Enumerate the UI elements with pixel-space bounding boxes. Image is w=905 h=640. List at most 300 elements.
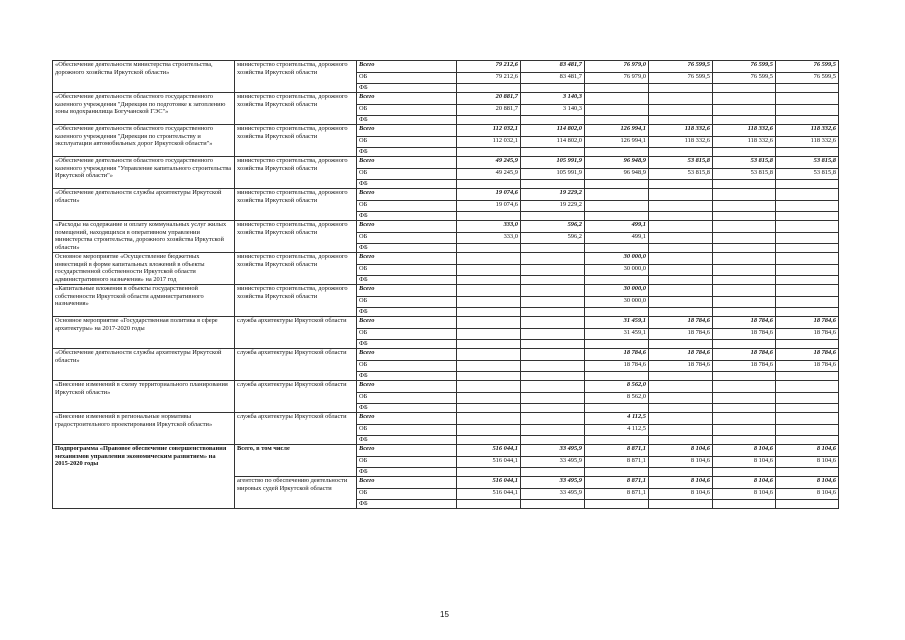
value-cell [713,93,776,105]
value-cell [457,317,521,329]
value-cell: 8 562,0 [585,381,649,393]
activity-name-cell: «Капитальные вложения в объекты государственной собственности Иркутской области административного назначения» [53,285,235,317]
value-cell [585,308,649,317]
value-cell [649,233,713,244]
value-cell [585,148,649,157]
value-cell [713,276,776,285]
value-cell: 8 104,6 [713,489,776,500]
value-cell [713,233,776,244]
source-cell: ФБ [357,84,457,93]
value-cell [776,105,839,116]
value-cell [457,349,521,361]
value-cell: 18 784,6 [776,361,839,372]
value-cell: 33 495,9 [521,489,585,500]
activity-name-cell: «Расходы на содержание и оплату коммунальных услуг жилых помещений, находящихся в оперативном управлении министерства строительства, дорожного хозяйства Иркутской области» [53,221,235,253]
value-cell [585,116,649,125]
value-cell [776,404,839,413]
value-cell [521,413,585,425]
value-cell: 20 881,7 [457,105,521,116]
value-cell [649,84,713,93]
table-row [53,317,839,329]
value-cell [649,105,713,116]
value-cell: 96 948,9 [585,157,649,169]
value-cell: 114 802,0 [521,137,585,148]
value-cell [585,180,649,189]
value-cell [521,340,585,349]
source-cell: ФБ [357,148,457,157]
value-cell [521,381,585,393]
value-cell [457,436,521,445]
source-cell: ОБ [357,393,457,404]
value-cell: 76 599,5 [649,61,713,73]
value-cell: 18 784,6 [713,329,776,340]
value-cell: 53 815,8 [713,157,776,169]
value-cell: 33 495,9 [521,445,585,457]
value-cell: 76 599,5 [649,73,713,84]
value-cell [585,105,649,116]
value-cell: 8 104,6 [776,477,839,489]
value-cell: 3 140,3 [521,105,585,116]
value-cell: 30 000,0 [585,297,649,308]
value-cell: 20 881,7 [457,93,521,105]
value-cell: 18 784,6 [649,349,713,361]
value-cell: 53 815,8 [649,157,713,169]
value-cell: 30 000,0 [585,265,649,276]
value-cell: 18 784,6 [585,349,649,361]
activity-name-cell: «Внесение изменений в схему территориального планирования Иркутской области» [53,381,235,413]
value-cell [649,308,713,317]
source-cell: Всего [357,253,457,265]
value-cell: 118 332,6 [713,125,776,137]
value-cell [521,116,585,125]
source-cell: Всего [357,93,457,105]
value-cell [776,500,839,509]
value-cell: 8 104,6 [649,457,713,468]
value-cell: 83 481,7 [521,73,585,84]
executor-cell: министерство строительства, дорожного хозяйства Иркутской области [235,61,357,93]
subprogram-name-cell: Подпрограмма «Правовое обеспечение совершенствования механизмов управления экономическим развитием» на 2015-2020 годы [53,445,235,509]
source-cell: ОБ [357,169,457,180]
value-cell: 8 104,6 [649,489,713,500]
executor-cell: служба архитектуры Иркутской области [235,317,357,349]
value-cell [649,372,713,381]
table-row [53,93,839,105]
value-cell: 516 044,1 [457,489,521,500]
value-cell: 79 212,6 [457,61,521,73]
table-row [53,381,839,393]
value-cell: 18 784,6 [649,329,713,340]
table-row [53,157,839,169]
value-cell: 3 140,3 [521,93,585,105]
value-cell [713,265,776,276]
source-cell: ФБ [357,276,457,285]
value-cell [457,253,521,265]
activity-name-cell: «Обеспечение деятельности министерства строительства, дорожного хозяйства Иркутской области» [53,61,235,93]
value-cell [457,265,521,276]
value-cell: 76 599,5 [776,73,839,84]
value-cell: 8 104,6 [713,477,776,489]
value-cell [776,413,839,425]
value-cell [585,189,649,201]
activity-name-cell: «Обеспечение деятельности службы архитектуры Иркутской области» [53,349,235,381]
table-row [53,125,839,137]
value-cell [776,425,839,436]
value-cell [713,253,776,265]
value-cell: 30 000,0 [585,285,649,297]
value-cell [457,329,521,340]
value-cell [649,468,713,477]
value-cell: 18 784,6 [713,317,776,329]
value-cell [457,404,521,413]
value-cell [776,436,839,445]
budget-table [52,60,839,509]
table-row [53,349,839,361]
source-cell: ФБ [357,500,457,509]
source-cell: ОБ [357,137,457,148]
value-cell: 76 979,0 [585,73,649,84]
value-cell [521,349,585,361]
value-cell [776,180,839,189]
value-cell: 18 784,6 [585,361,649,372]
value-cell: 19 074,6 [457,201,521,212]
value-cell: 79 212,6 [457,73,521,84]
value-cell [521,84,585,93]
value-cell [521,276,585,285]
table-row [53,413,839,425]
value-cell: 118 332,6 [649,125,713,137]
value-cell: 105 991,9 [521,169,585,180]
value-cell [776,297,839,308]
value-cell [457,393,521,404]
value-cell [776,265,839,276]
value-cell [776,340,839,349]
value-cell: 18 784,6 [713,349,776,361]
table-row [53,221,839,233]
value-cell [776,148,839,157]
executor-cell: агентство по обеспечению деятельности мировых судей Иркутской области [235,477,357,509]
value-cell [585,276,649,285]
value-cell [713,105,776,116]
value-cell [649,116,713,125]
value-cell: 333,0 [457,233,521,244]
value-cell [521,265,585,276]
executor-cell: министерство строительства, дорожного хозяйства Иркутской области [235,125,357,157]
value-cell [585,340,649,349]
source-cell: Всего [357,349,457,361]
value-cell: 18 784,6 [776,329,839,340]
value-cell [457,276,521,285]
source-cell: ФБ [357,340,457,349]
value-cell [713,148,776,157]
value-cell [457,244,521,253]
value-cell: 118 332,6 [776,125,839,137]
value-cell: 112 032,1 [457,137,521,148]
value-cell [776,189,839,201]
source-cell: ОБ [357,361,457,372]
page-number: 15 [440,610,449,619]
value-cell [713,180,776,189]
value-cell: 8 104,6 [649,445,713,457]
value-cell [776,244,839,253]
source-cell: Всего [357,381,457,393]
value-cell: 53 815,8 [649,169,713,180]
value-cell [521,285,585,297]
activity-name-cell: «Обеспечение деятельности службы архитектуры Иркутской области» [53,189,235,221]
value-cell [649,393,713,404]
source-cell: ОБ [357,329,457,340]
value-cell: 49 245,9 [457,169,521,180]
value-cell [585,84,649,93]
value-cell: 53 815,8 [713,169,776,180]
value-cell [521,244,585,253]
value-cell [649,381,713,393]
source-cell: ОБ [357,425,457,436]
value-cell: 8 562,0 [585,393,649,404]
executor-cell: служба архитектуры Иркутской области [235,413,357,445]
value-cell [713,116,776,125]
source-cell: ОБ [357,297,457,308]
value-cell: 18 784,6 [776,349,839,361]
executor-cell: служба архитектуры Иркутской области [235,381,357,413]
source-cell: ФБ [357,404,457,413]
source-cell: ОБ [357,265,457,276]
activity-name-cell: «Обеспечение деятельности областного государственного казенного учреждения "Дирекция по строительству и эксплуатации автомобильных дорог Иркутской области"» [53,125,235,157]
value-cell [776,308,839,317]
value-cell [713,84,776,93]
value-cell [649,436,713,445]
value-cell: 18 784,6 [649,317,713,329]
value-cell [713,500,776,509]
value-cell: 4 112,5 [585,413,649,425]
value-cell [585,404,649,413]
executor-cell: министерство строительства, дорожного хозяйства Иркутской области [235,285,357,317]
value-cell: 516 044,1 [457,477,521,489]
value-cell [713,393,776,404]
value-cell [457,372,521,381]
value-cell [457,500,521,509]
value-cell [776,253,839,265]
value-cell [521,468,585,477]
source-cell: ФБ [357,308,457,317]
value-cell [776,93,839,105]
source-cell: Всего [357,189,457,201]
value-cell: 8 104,6 [776,457,839,468]
source-cell: ФБ [357,436,457,445]
value-cell: 596,2 [521,221,585,233]
value-cell [713,404,776,413]
source-cell: ОБ [357,105,457,116]
value-cell [776,276,839,285]
value-cell [713,413,776,425]
value-cell: 30 000,0 [585,253,649,265]
source-cell: ФБ [357,116,457,125]
activity-name-cell: «Внесение изменений в региональные нормативы градостроительного проектирования Иркутской области» [53,413,235,445]
value-cell [457,425,521,436]
value-cell: 8 104,6 [713,445,776,457]
executor-cell: министерство строительства, дорожного хозяйства Иркутской области [235,253,357,285]
value-cell [649,148,713,157]
value-cell [457,84,521,93]
value-cell [649,189,713,201]
value-cell: 8 104,6 [713,457,776,468]
value-cell [713,285,776,297]
value-cell [521,329,585,340]
value-cell [649,413,713,425]
table-row [53,61,839,73]
value-cell: 19 074,6 [457,189,521,201]
value-cell [585,372,649,381]
value-cell [457,148,521,157]
value-cell [713,201,776,212]
value-cell [457,413,521,425]
value-cell: 516 044,1 [457,445,521,457]
table-row [53,253,839,265]
value-cell [776,201,839,212]
value-cell: 118 332,6 [713,137,776,148]
value-cell [521,297,585,308]
source-cell: Всего [357,285,457,297]
value-cell [457,381,521,393]
value-cell [585,212,649,221]
value-cell [649,276,713,285]
executor-cell: министерство строительства, дорожного хозяйства Иркутской области [235,93,357,125]
value-cell [521,361,585,372]
source-cell: Всего [357,221,457,233]
value-cell: 76 599,5 [713,61,776,73]
value-cell [649,201,713,212]
value-cell: 499,1 [585,221,649,233]
source-cell: Всего [357,413,457,425]
value-cell [713,381,776,393]
value-cell: 33 495,9 [521,457,585,468]
source-cell: ФБ [357,244,457,253]
table-row [53,445,839,457]
value-cell [776,381,839,393]
source-cell: ОБ [357,457,457,468]
value-cell [713,340,776,349]
value-cell [649,221,713,233]
value-cell [776,116,839,125]
source-cell: ФБ [357,180,457,189]
value-cell: 31 459,1 [585,329,649,340]
value-cell: 126 994,1 [585,137,649,148]
value-cell [649,297,713,308]
source-cell: Всего [357,317,457,329]
value-cell [457,116,521,125]
executor-cell: министерство строительства, дорожного хозяйства Иркутской области [235,189,357,221]
value-cell [776,221,839,233]
value-cell [713,372,776,381]
value-cell [649,500,713,509]
source-cell: ОБ [357,489,457,500]
value-cell [649,265,713,276]
value-cell: 596,2 [521,233,585,244]
source-cell: ФБ [357,212,457,221]
value-cell [713,308,776,317]
value-cell [585,244,649,253]
value-cell [713,297,776,308]
executor-cell: министерство строительства, дорожного хозяйства Иркутской области [235,157,357,189]
table-row [53,189,839,201]
source-cell: Всего [357,477,457,489]
value-cell [713,436,776,445]
value-cell [776,372,839,381]
value-cell [776,212,839,221]
value-cell: 8 871,1 [585,445,649,457]
value-cell [521,148,585,157]
source-cell: ОБ [357,201,457,212]
value-cell: 516 044,1 [457,457,521,468]
activity-name-cell: Основное мероприятие «Государственная политика в сфере архитектуры» на 2017-2020 годы [53,317,235,349]
source-cell: Всего [357,61,457,73]
value-cell [521,212,585,221]
value-cell: 76 979,0 [585,61,649,73]
table-row [53,285,839,297]
value-cell: 112 032,1 [457,125,521,137]
value-cell [457,297,521,308]
source-cell: Всего [357,445,457,457]
value-cell [585,500,649,509]
value-cell: 18 784,6 [713,361,776,372]
value-cell [585,436,649,445]
value-cell: 19 229,2 [521,201,585,212]
value-cell [457,468,521,477]
value-cell: 83 481,7 [521,61,585,73]
value-cell [713,189,776,201]
source-cell: ОБ [357,233,457,244]
value-cell: 8 871,1 [585,457,649,468]
value-cell: 19 229,2 [521,189,585,201]
value-cell: 105 991,9 [521,157,585,169]
value-cell [585,468,649,477]
budget-table-body [53,61,839,509]
value-cell: 499,1 [585,233,649,244]
value-cell [521,308,585,317]
value-cell: 114 802,0 [521,125,585,137]
value-cell: 49 245,9 [457,157,521,169]
value-cell [713,425,776,436]
value-cell: 8 104,6 [649,477,713,489]
value-cell [713,212,776,221]
value-cell: 118 332,6 [649,137,713,148]
value-cell [457,361,521,372]
value-cell [649,180,713,189]
source-cell: Всего [357,125,457,137]
value-cell [649,253,713,265]
value-cell [649,404,713,413]
value-cell [649,93,713,105]
value-cell [457,180,521,189]
value-cell [649,244,713,253]
value-cell: 33 495,9 [521,477,585,489]
value-cell [457,212,521,221]
value-cell: 18 784,6 [776,317,839,329]
value-cell [713,468,776,477]
value-cell: 76 599,5 [776,61,839,73]
value-cell [521,436,585,445]
value-cell: 18 784,6 [649,361,713,372]
value-cell: 8 104,6 [776,489,839,500]
executor-cell: министерство строительства, дорожного хозяйства Иркутской области [235,221,357,253]
value-cell: 76 599,5 [713,73,776,84]
value-cell [521,500,585,509]
value-cell [776,285,839,297]
activity-name-cell: «Обеспечение деятельности областного государственного казенного учреждения "Дирекция по подготовке к затоплению зоны водохранилища Богучанской ГЭС"» [53,93,235,125]
value-cell [776,233,839,244]
value-cell: 53 815,8 [776,169,839,180]
value-cell [713,221,776,233]
value-cell [649,212,713,221]
